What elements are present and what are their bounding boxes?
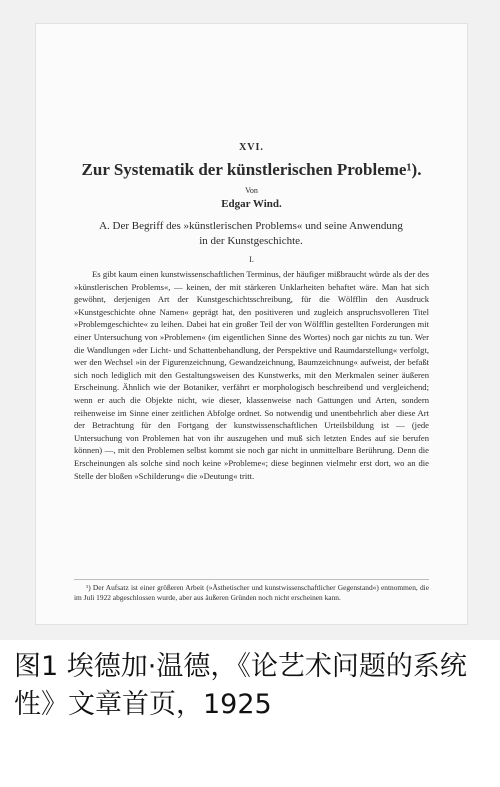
- section-heading: A. Der Begriff des »künstlerischen Problems« und seine Anwendung in der Kunstgeschichte.: [99, 220, 403, 247]
- subsection-number: I.: [249, 255, 254, 264]
- footnote: ¹) Der Aufsatz ist einer größeren Arbeit (»Ästhetischer und kunstwissenschaftlicher Gegenstand«) entnommen, die im Juli 1922 abgeschlossen wurde, aber aus äußeren Gründen noch nicht erscheinen kann.: [74, 583, 429, 602]
- body-text: Es gibt kaum einen kunstwissenschaftlichen Terminus, der häufiger mißbraucht würde als der des »künstlerischen Problems«, — keinen, der mit stärkeren Unklarheiten behaftet wäre. Man hat sich gewöhnt, derjenigen Art der Kunstgeschichtsschreibung, für die Wölfflin den Ausdruck »Kunstgeschichte ohne Namen« geprägt hat, den positiveren und zugleich anspruchsvolleren Titel »Problemgeschichte« zu leihen. Dabei hat ein großer Teil der von Wölfflin gestellten Forderungen mit einer Untersuchung von »Problemen« (im eigentlichen Sinne des Wortes) noch gar nichts zu tun. Wer die Wandlungen »der Licht- und Schattenbehandlung, der Perspektive und Raumdarstellung« verfolgt, wer den Wechsel »in der Figurenzeichnung, Gewandzeichnung, Baumzeichnung« aufweist, der befaßt sich noch lediglich mit den Gestaltungsweisen des Kunstwerks, mit den Merkmalen seiner äußeren Erscheinung. Ähnlich wie der Botaniker, verfährt er morphologisch beschreibend und vergleichend; wenn er auch die Objekte nicht, wie dieser, klassenweise nach Gattungen und Arten, sondern reihenweise im Sinne einer zeitlichen Abfolge ordnet. So notwendig und unentbehrlich aber diese Art der Betrachtung für den Fortgang der kunstwissenschaftlichen Urteilsbildung ist — (jede Untersuchung von Problemen hat von ihr auszugehen und muß sich letzten Endes auf sie berufen können) —, mit den Problemen selbst kommt sie noch gar nicht in unmittelbare Berührung. Denn die Erscheinungen als solche sind noch keine »Probleme«; diese beginnen vielmehr erst dort, wo an die Stelle der bloßen »Schilderung« die »Deutung« tritt.: [74, 269, 429, 481]
- byline-von: Von: [245, 186, 258, 195]
- article-title: Zur Systematik der künstlerischen Probleme¹).: [81, 160, 422, 179]
- document-page: [36, 24, 467, 624]
- chapter-number: XVI.: [239, 142, 264, 153]
- footnote-divider: [74, 579, 429, 580]
- author-name: Edgar Wind.: [221, 198, 282, 210]
- figure-caption: 图1 埃德加·温德，《论艺术问题的系统性》文章首页，1925: [14, 651, 467, 720]
